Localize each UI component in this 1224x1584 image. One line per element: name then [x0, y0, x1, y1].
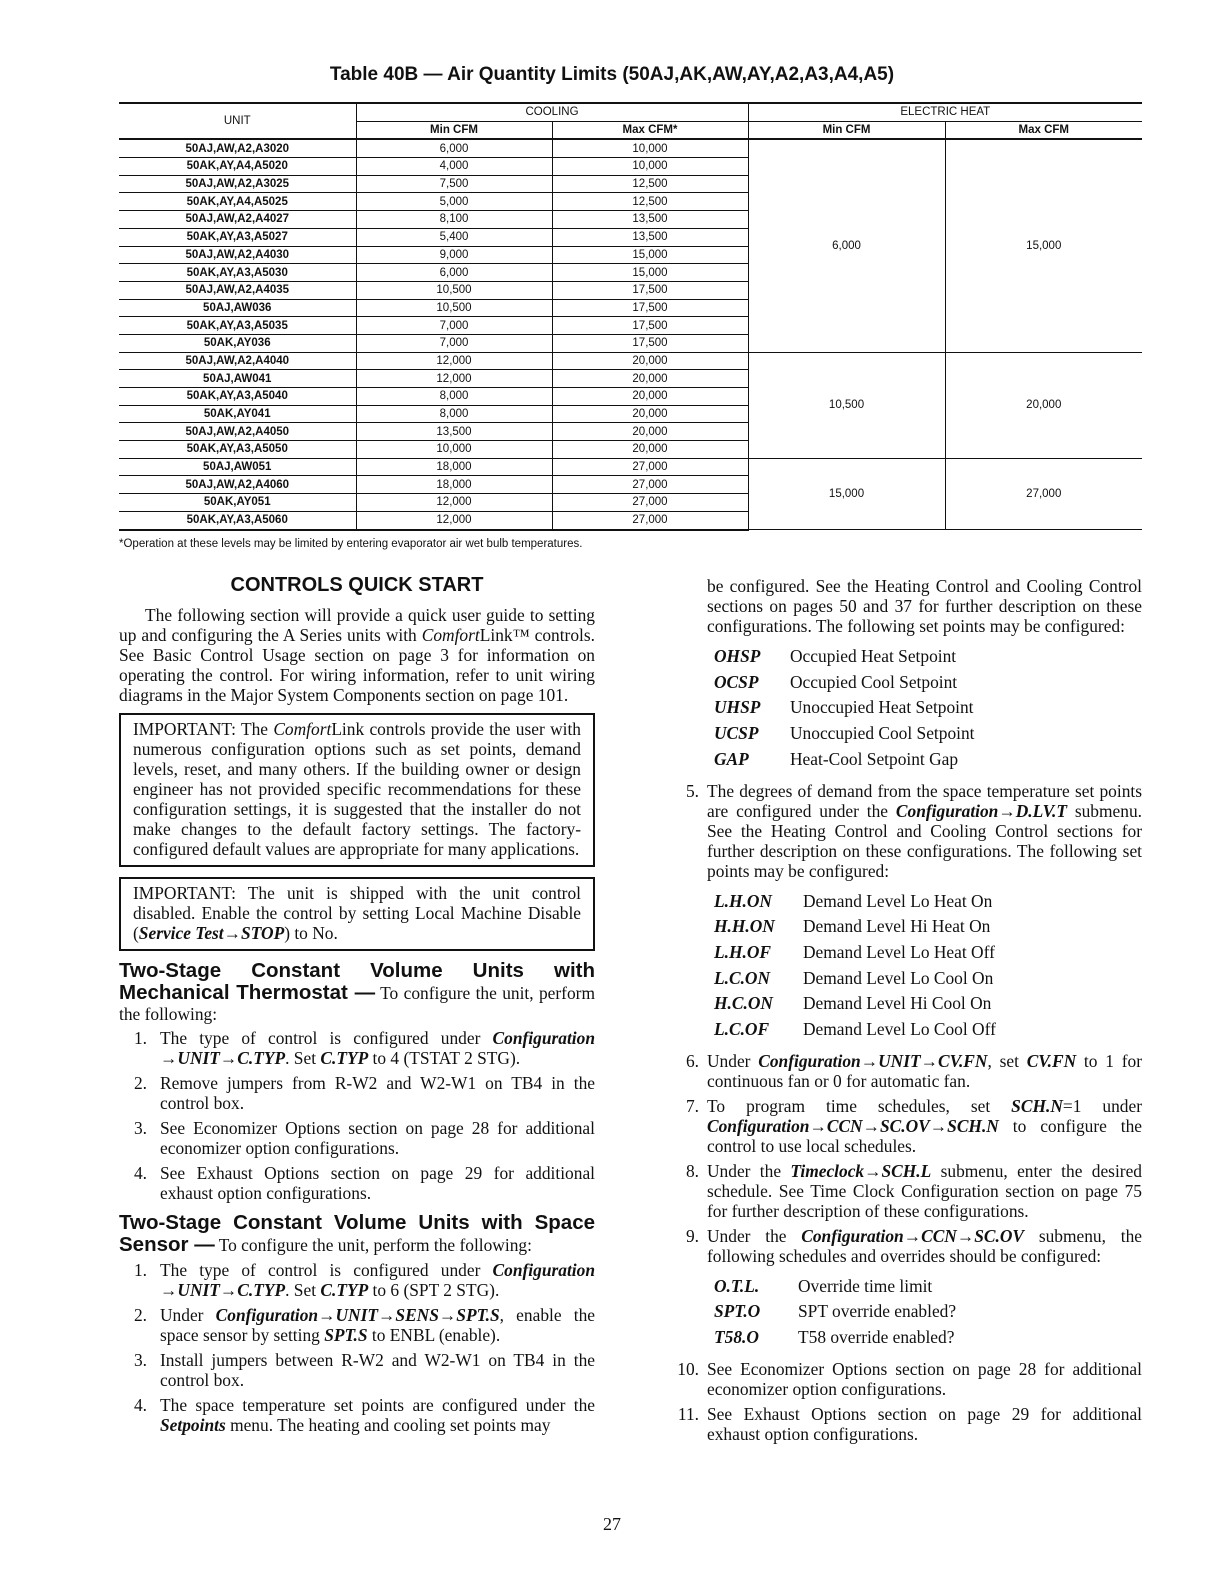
list-item: 1. The type of control is configured under Configuration →UNIT→C.TYP. Set C.TYP to 4 (TSTAT 2 STG).	[133, 1028, 595, 1068]
unit-cell: 50AJ,AW,A2,A4040	[119, 352, 356, 370]
header-unit: UNIT	[119, 103, 356, 139]
header-electric-heat: ELECTRIC HEAT	[748, 103, 1142, 121]
header-cool-max: Max CFM*	[552, 121, 748, 139]
definition-row	[714, 644, 1142, 670]
definition-term: L.H.ON	[714, 890, 772, 911]
definition-term: T58.O	[714, 1327, 759, 1348]
table-footnote: *Operation at these levels may be limited by entering evaporator air wet bulb temperatures.	[119, 538, 583, 550]
list-item: 9. Under the Configuration→CCN→SC.OV submenu, the following schedules and overrides should be configured:	[685, 1225, 1142, 1266]
list-item: 1. The type of control is configured under Configuration →UNIT→C.TYP. Set C.TYP to 6 (SPT 2 STG).	[133, 1260, 595, 1300]
cool-max-cell: 20,000	[552, 441, 748, 459]
definition-desc: Unoccupied Heat Setpoint	[790, 697, 974, 718]
definition-term: H.C.ON	[714, 993, 773, 1014]
definition-desc: Demand Level Lo Heat Off	[803, 941, 995, 962]
cool-max-cell: 17,500	[552, 334, 748, 352]
cool-max-cell: 10,000	[552, 139, 748, 157]
cool-min-cell: 5,400	[356, 228, 552, 246]
heat-max-cell: 27,000	[945, 458, 1142, 529]
list-item: 4. See Exhaust Options section on page 29 for additional exhaust option configurations.	[133, 1163, 595, 1203]
setpoint-list	[714, 644, 1142, 773]
header-cool-min: Min CFM	[356, 121, 552, 139]
section-heading: CONTROLS QUICK START	[230, 574, 484, 596]
list-item: 11. See Exhaust Options section on page 29 for additional exhaust option configurations.	[677, 1403, 1142, 1444]
heat-min-cell: 15,000	[748, 458, 945, 529]
cool-min-cell: 7,000	[356, 334, 552, 352]
definition-term: OCSP	[714, 671, 759, 692]
definition-row	[714, 721, 1142, 747]
cool-min-cell: 5,000	[356, 193, 552, 211]
cool-min-cell: 8,000	[356, 405, 552, 423]
unit-cell: 50AK,AY041	[119, 405, 356, 423]
cool-max-cell: 12,500	[552, 193, 748, 211]
definition-term: O.T.L.	[714, 1275, 760, 1296]
unit-cell: 50AK,AY,A4,A5020	[119, 158, 356, 176]
unit-cell: 50AJ,AW,A2,A4030	[119, 246, 356, 264]
list-item: 10. See Economizer Options section on page 28 for additional economizer option configurations.	[677, 1358, 1142, 1399]
list-item: 3. Install jumpers between R-W2 and W2-W1 on TB4 in the control box.	[133, 1350, 595, 1390]
unit-cell: 50AK,AY,A3,A5060	[119, 511, 356, 529]
cool-max-cell: 17,500	[552, 281, 748, 299]
list-item: 3. See Economizer Options section on page 28 for additional economizer option configurations.	[133, 1118, 595, 1158]
unit-cell: 50AJ,AW051	[119, 458, 356, 476]
cool-max-cell: 20,000	[552, 370, 748, 388]
subsection-title: Two-Stage Constant Volume Units with Space Sensor —	[119, 1211, 595, 1256]
unit-cell: 50AK,AY,A3,A5035	[119, 317, 356, 335]
cool-max-cell: 20,000	[552, 405, 748, 423]
cool-min-cell: 12,000	[356, 511, 552, 529]
definition-term: SPT.O	[714, 1301, 761, 1322]
air-quantity-table	[119, 102, 1142, 531]
override-list	[714, 1274, 1142, 1351]
cool-min-cell: 8,100	[356, 211, 552, 229]
header-heat-min: Min CFM	[748, 121, 945, 139]
definition-term: L.C.ON	[714, 967, 771, 988]
definition-desc: Heat-Cool Setpoint Gap	[790, 748, 959, 769]
cool-max-cell: 10,000	[552, 158, 748, 176]
cool-min-cell: 6,000	[356, 264, 552, 282]
important-note-shipped: IMPORTANT: The unit is shipped with the unit control disabled. Enable the control by setting Local Machine Disable (Service Test→STOP) to No.	[119, 877, 595, 951]
definition-row	[714, 1325, 1142, 1351]
definition-desc: Demand Level Lo Heat On	[803, 890, 993, 911]
unit-cell: 50AK,AY,A3,A5027	[119, 228, 356, 246]
unit-cell: 50AK,AY,A3,A5040	[119, 388, 356, 406]
header-heat-max: Max CFM	[945, 121, 1142, 139]
intro-paragraph: The following section will provide a quick user guide to setting up and configuring the A Series units with ComfortLink™ controls. See Basic Control Usage section on page 3 for information on operating the control. For wiring information, refer to unit wiring diagrams in the Major System Components section on page 101.	[119, 605, 595, 705]
steps-continued-a	[685, 780, 1142, 881]
cool-min-cell: 6,000	[356, 139, 552, 157]
definition-term: GAP	[714, 748, 749, 769]
continued-paragraph: be configured. See the Heating Control and Cooling Control sections on pages 50 and 37 for further description on these configurations. The following set points may be configured:	[707, 576, 1142, 636]
heat-min-cell: 6,000	[748, 139, 945, 352]
cool-min-cell: 12,000	[356, 352, 552, 370]
table-row	[119, 458, 1142, 476]
definition-desc: Occupied Cool Setpoint	[790, 671, 958, 692]
heat-max-cell: 15,000	[945, 139, 1142, 352]
definition-row	[714, 991, 1142, 1017]
definition-row	[714, 1274, 1142, 1300]
demand-level-list	[714, 889, 1142, 1043]
table-row	[119, 352, 1142, 370]
unit-cell: 50AK,AY036	[119, 334, 356, 352]
definition-term: OHSP	[714, 646, 761, 666]
unit-cell: 50AJ,AW,A2,A4060	[119, 476, 356, 494]
unit-cell: 50AJ,AW036	[119, 299, 356, 317]
cool-max-cell: 17,500	[552, 317, 748, 335]
definition-desc: Unoccupied Cool Setpoint	[790, 723, 975, 744]
table-body	[119, 139, 1142, 529]
definition-desc: SPT override enabled?	[798, 1301, 957, 1322]
cool-max-cell: 20,000	[552, 352, 748, 370]
cool-max-cell: 15,000	[552, 264, 748, 282]
steps-continued-c	[677, 1358, 1142, 1444]
definition-row	[714, 1017, 1142, 1043]
definition-row	[714, 940, 1142, 966]
unit-cell: 50AJ,AW,A2,A4027	[119, 211, 356, 229]
cool-min-cell: 9,000	[356, 246, 552, 264]
definition-term: UHSP	[714, 697, 761, 718]
table-title: Table 40B — Air Quantity Limits (50AJ,AK,AW,AY,A2,A3,A4,A5)	[329, 64, 895, 85]
definition-term: L.H.OF	[714, 941, 772, 962]
cool-min-cell: 12,000	[356, 370, 552, 388]
steps-mechanical-thermostat	[119, 1028, 595, 1203]
list-item: 8. Under the Timeclock→SCH.L submenu, enter the desired schedule. See Time Clock Configuration section on page 75 for further description of these configurations.	[685, 1160, 1142, 1221]
cool-min-cell: 18,000	[356, 476, 552, 494]
definition-term: UCSP	[714, 723, 759, 744]
right-column	[677, 576, 1142, 1449]
heat-min-cell: 10,500	[748, 352, 945, 458]
cool-max-cell: 27,000	[552, 511, 748, 529]
unit-cell: 50AJ,AW,A2,A4035	[119, 281, 356, 299]
definition-row	[714, 889, 1142, 915]
cool-max-cell: 27,000	[552, 458, 748, 476]
cool-max-cell: 27,000	[552, 494, 748, 512]
steps-continued-b	[685, 1050, 1142, 1266]
definition-row	[714, 966, 1142, 992]
cool-max-cell: 17,500	[552, 299, 748, 317]
subsection-mechanical-thermostat: Two-Stage Constant Volume Units with Mechanical Thermostat — To configure the unit, perform the following:	[119, 959, 595, 1024]
list-item: 2. Under Configuration→UNIT→SENS→SPT.S, enable the space sensor by setting SPT.S to ENBL (enable).	[133, 1305, 595, 1345]
definition-desc: Demand Level Hi Heat On	[803, 916, 991, 937]
cool-max-cell: 15,000	[552, 246, 748, 264]
definition-desc: Occupied Heat Setpoint	[790, 646, 957, 666]
cool-min-cell: 7,500	[356, 175, 552, 193]
left-column	[119, 572, 595, 1440]
definition-row	[714, 670, 1142, 696]
cool-min-cell: 4,000	[356, 158, 552, 176]
definition-desc: T58 override enabled?	[798, 1327, 955, 1348]
definition-desc: Demand Level Lo Cool Off	[803, 1019, 996, 1040]
unit-cell: 50AJ,AW,A2,A4050	[119, 423, 356, 441]
unit-cell: 50AJ,AW,A2,A3025	[119, 175, 356, 193]
cool-min-cell: 8,000	[356, 388, 552, 406]
definition-desc: Demand Level Hi Cool On	[803, 993, 992, 1014]
definition-term: L.C.OF	[714, 1019, 770, 1040]
list-item: 7. To program time schedules, set SCH.N=1 under Configuration→CCN→SC.OV→SCH.N to configure the control to use local schedules.	[685, 1095, 1142, 1156]
definition-desc: Demand Level Lo Cool On	[803, 967, 994, 988]
definition-row	[714, 747, 1142, 773]
cool-min-cell: 10,500	[356, 299, 552, 317]
cool-min-cell: 12,000	[356, 494, 552, 512]
definition-desc: Override time limit	[798, 1275, 933, 1296]
cool-min-cell: 10,500	[356, 281, 552, 299]
definition-term: H.H.ON	[714, 916, 775, 937]
subsection-space-sensor: Two-Stage Constant Volume Units with Space Sensor — To configure the unit, perform the following:	[119, 1211, 595, 1256]
cool-min-cell: 13,500	[356, 423, 552, 441]
cool-max-cell: 20,000	[552, 423, 748, 441]
unit-cell: 50AK,AY,A4,A5025	[119, 193, 356, 211]
table-row	[119, 139, 1142, 157]
unit-cell: 50AJ,AW,A2,A3020	[119, 139, 356, 157]
list-item: 4. The space temperature set points are configured under the Setpoints menu. The heating and cooling set points may	[133, 1395, 595, 1435]
unit-cell: 50AJ,AW041	[119, 370, 356, 388]
unit-cell: 50AK,AY051	[119, 494, 356, 512]
page-number: 27	[603, 1514, 621, 1534]
list-item: 2. Remove jumpers from R-W2 and W2-W1 on TB4 in the control box.	[133, 1073, 595, 1113]
subsection-title: Two-Stage Constant Volume Units with Mechanical Thermostat —	[119, 959, 595, 1004]
cool-min-cell: 7,000	[356, 317, 552, 335]
cool-max-cell: 27,000	[552, 476, 748, 494]
heat-max-cell: 20,000	[945, 352, 1142, 458]
cool-max-cell: 20,000	[552, 388, 748, 406]
unit-cell: 50AK,AY,A3,A5050	[119, 441, 356, 459]
cool-max-cell: 13,500	[552, 228, 748, 246]
list-item: 6. Under Configuration→UNIT→CV.FN, set CV.FN to 1 for continuous fan or 0 for automatic fan.	[685, 1050, 1142, 1091]
cool-min-cell: 10,000	[356, 441, 552, 459]
header-cooling: COOLING	[356, 103, 748, 121]
definition-row	[714, 914, 1142, 940]
cool-min-cell: 18,000	[356, 458, 552, 476]
definition-row	[714, 1299, 1142, 1325]
definition-row	[714, 695, 1142, 721]
cool-max-cell: 13,500	[552, 211, 748, 229]
cool-max-cell: 12,500	[552, 175, 748, 193]
list-item: 5. The degrees of demand from the space temperature set points are configured under the Configuration→D.LV.T submenu. See the Heating Control and Cooling Control sections for further description on these configurations. The following set points may be configured:	[685, 780, 1142, 881]
unit-cell: 50AK,AY,A3,A5030	[119, 264, 356, 282]
steps-space-sensor	[119, 1260, 595, 1435]
important-note-defaults: IMPORTANT: The ComfortLink controls provide the user with numerous configuration options such as set points, demand levels, reset, and many others. If the building owner or design engineer has not provided specific recommendations for these configuration settings, it is suggested that the installer do not make changes to the default factory settings. The factory-configured default values are appropriate for many applications.	[119, 713, 595, 867]
